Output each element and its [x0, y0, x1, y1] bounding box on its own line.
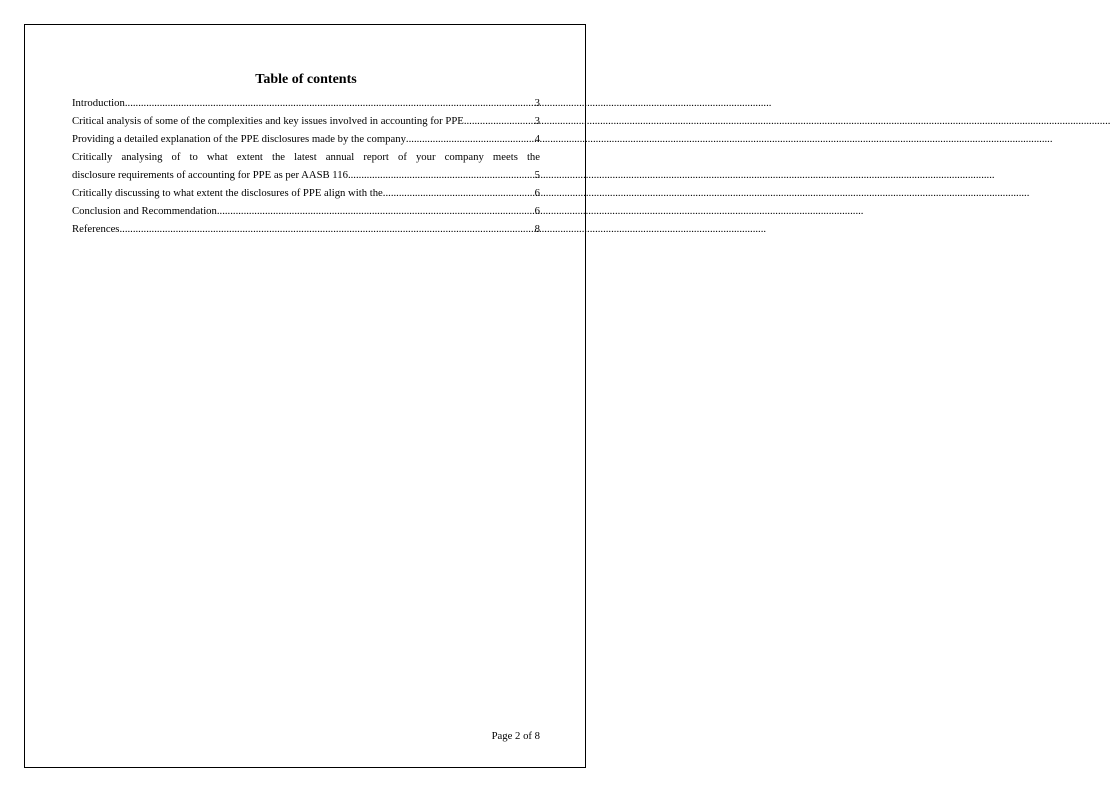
- toc-list: [72, 94, 540, 238]
- toc-leader-dots: [125, 94, 535, 112]
- toc-entry-page: 3: [534, 115, 540, 127]
- toc-entry-ppe-disclosures[interactable]: [72, 130, 540, 148]
- toc-entry-introduction[interactable]: [72, 94, 540, 112]
- toc-title: Table of contents: [255, 72, 357, 87]
- toc-entry-page: 3: [534, 97, 540, 109]
- toc-entry-annual-report-line1[interactable]: Critically analysing of to what extent the latest annual report of your company meets the: [72, 151, 540, 163]
- toc-entry-label: Providing a detailed explanation of the PPE disclosures made by the company: [72, 133, 406, 145]
- toc-entry-critical-analysis[interactable]: [72, 112, 540, 130]
- toc-entry-label: Conclusion and Recommendation: [72, 205, 217, 217]
- toc-leader-dots: [119, 220, 534, 238]
- toc-entry-label: Critically discussing to what extent the disclosures of PPE align with the: [72, 187, 383, 199]
- toc-entry-disclosures-align[interactable]: [72, 184, 540, 202]
- toc-leader-dots: [406, 130, 535, 148]
- toc-leader-dots: [217, 202, 535, 220]
- toc-entry-annual-report[interactable]: [72, 166, 540, 184]
- toc-entry-label: Introduction: [72, 97, 125, 109]
- toc-leader-dots: [464, 112, 535, 130]
- toc-entry-label: Critical analysis of some of the complexities and key issues involved in accounting for PPE: [72, 115, 464, 127]
- toc-entry-page: 8: [534, 223, 540, 235]
- toc-entry-conclusion[interactable]: [72, 202, 540, 220]
- toc-leader-dots: [348, 166, 535, 184]
- toc-entry-references[interactable]: [72, 220, 540, 238]
- toc-entry-page: 6: [534, 187, 540, 199]
- toc-entry-page: 6: [534, 205, 540, 217]
- toc-leader-dots: [383, 184, 535, 202]
- page-number-footer: Page 2 of 8: [491, 730, 540, 742]
- toc-entry-page: 5: [534, 169, 540, 181]
- toc-entry-page: 4: [534, 133, 540, 145]
- toc-entry-label: References: [72, 223, 120, 235]
- toc-entry-label: disclosure requirements of accounting for PPE as per AASB 116: [72, 169, 348, 181]
